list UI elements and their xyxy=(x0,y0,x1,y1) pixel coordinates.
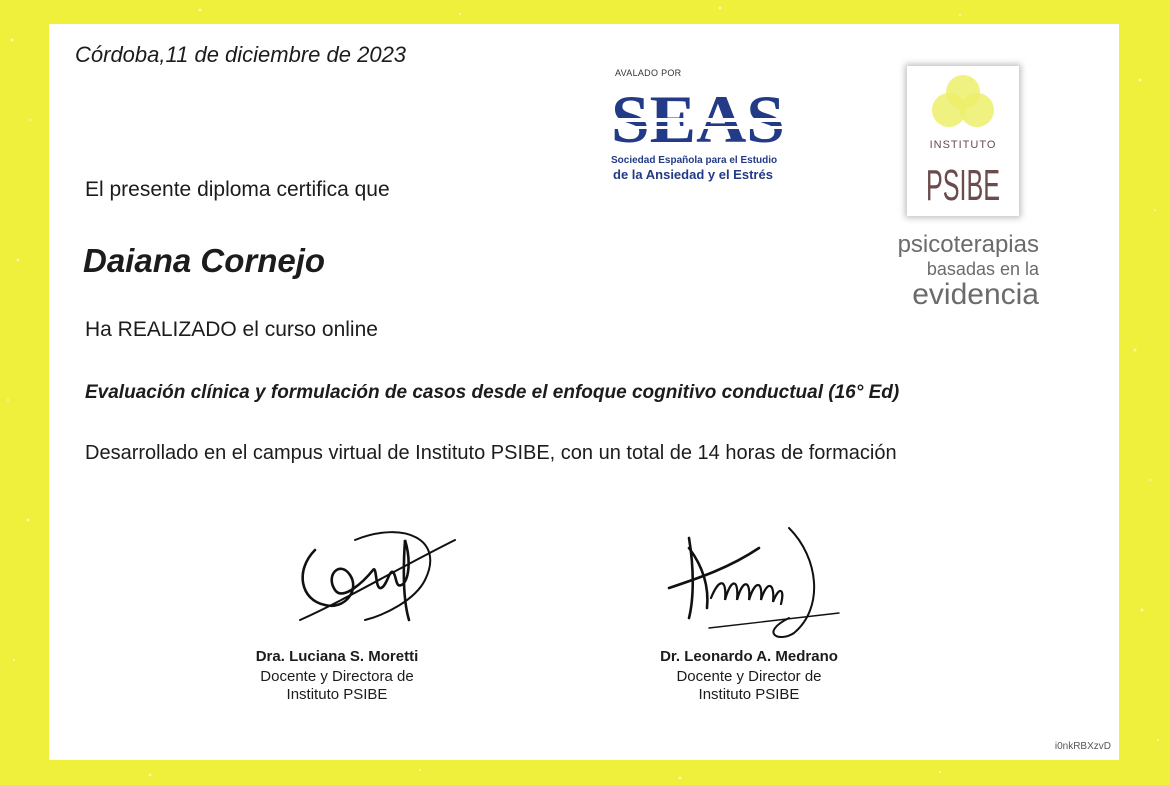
signatory-2-name: Dr. Leonardo A. Medrano xyxy=(660,648,838,665)
psibe-tagline-2: basadas en la xyxy=(926,259,1039,279)
psibe-name-text: PSIBE xyxy=(926,161,1000,210)
signatory-1-role-2: Instituto PSIBE xyxy=(286,686,388,703)
seas-subtitle-1: Sociedad Española para el Estudio xyxy=(611,155,778,166)
seas-wordmark xyxy=(609,80,789,154)
signature-medrano xyxy=(649,508,849,648)
recipient-name: Daiana Cornejo xyxy=(83,242,326,279)
signatory-1-name: Dra. Luciana S. Moretti xyxy=(255,648,419,665)
seas-subtitle-2: de la Ansiedad y el Estrés xyxy=(613,167,773,182)
signatory-1-role-1: Docente y Directora de xyxy=(260,668,414,685)
signature-moretti xyxy=(285,520,465,640)
seas-avalado-label: AVALADO POR xyxy=(615,68,682,78)
issue-date: Córdoba,11 de diciembre de 2023 xyxy=(75,42,407,67)
signatory-2-role-2: Instituto PSIBE xyxy=(698,686,800,703)
signatory-2-role-1: Docente y Director de xyxy=(676,668,822,685)
campus-line: Desarrollado en el campus virtual de Instituto PSIBE, con un total de 14 horas de formación xyxy=(85,442,897,464)
course-title: Evaluación clínica y formulación de casos desde el enfoque cognitivo conductual (16° Ed) xyxy=(85,382,900,403)
certification-intro: El presente diploma certifica que xyxy=(85,178,390,201)
seas-logo xyxy=(609,68,789,188)
course-intro: Ha REALIZADO el curso online xyxy=(85,318,378,341)
certificate-sheet xyxy=(49,24,1119,760)
psibe-logo xyxy=(907,66,1019,216)
psibe-circles-icon xyxy=(907,66,1019,216)
psibe-tagline xyxy=(898,232,1039,310)
psibe-tagline-3: evidencia xyxy=(912,278,1039,311)
psibe-instituto-text: INSTITUTO xyxy=(929,139,997,151)
verification-code: i0nkRBXzvD xyxy=(1054,741,1111,752)
psibe-tagline-1: psicoterapias xyxy=(897,231,1039,258)
